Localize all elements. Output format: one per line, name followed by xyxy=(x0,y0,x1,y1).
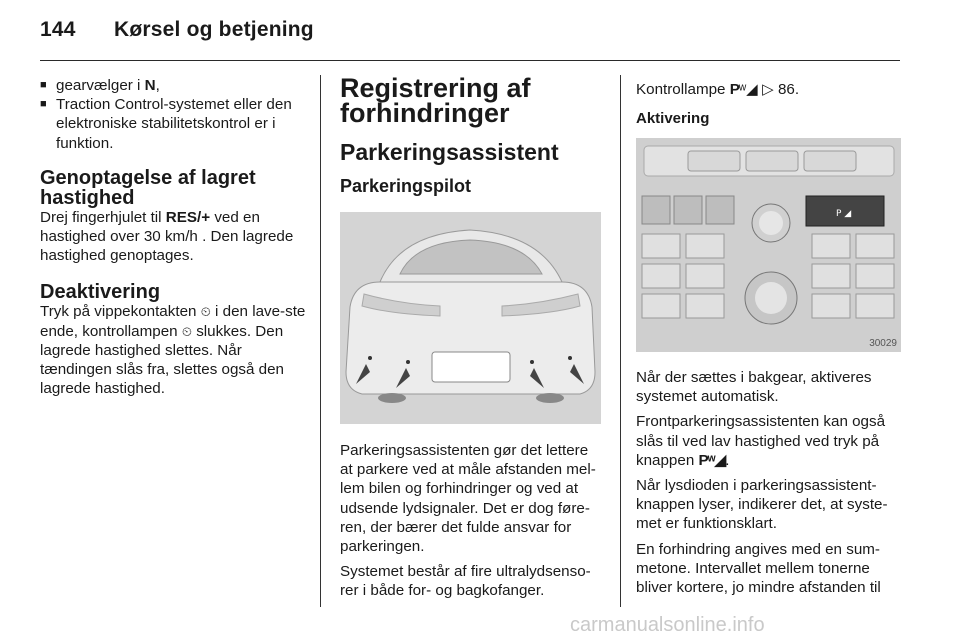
resume-paragraph: Drej fingerhjulet til RES/+ ved en hastighed over 30 km/h . Den lagrede hastighed genoptages. xyxy=(40,208,294,265)
rear-bumper-sensors-figure xyxy=(340,212,601,424)
console-buttons-figure xyxy=(636,138,901,352)
activation-paragraph-3: Når lysdioden i parkeringsassistent-knappen lyser, indikerer det, at syste-met er funktionsklart. xyxy=(636,477,888,533)
page-number: 144 xyxy=(40,18,76,41)
middle-column-text xyxy=(340,441,604,601)
right-column xyxy=(636,80,902,129)
column-divider-2 xyxy=(620,75,621,607)
cruise-control-icon: ⏲ xyxy=(200,304,211,320)
watermark: carmanualsonline.info xyxy=(570,614,765,636)
deactivation-heading: Deaktivering xyxy=(40,281,161,304)
resume-heading: Genoptagelse af lagret hastighed xyxy=(40,166,256,209)
warning-lamp-line: Kontrollampe Pʷ◢ ▷ 86. xyxy=(636,81,800,98)
sub-subsection-heading: Parkeringspilot xyxy=(340,176,472,196)
activation-paragraph-1: Når der sættes i bakgear, aktiveres systemet automatisk. xyxy=(636,369,872,406)
activation-paragraph-4: En forhindring angives med en sum-metone. Intervallet mellem tonerne bliver kortere, jo mindre afstanden til xyxy=(636,540,881,597)
middle-column xyxy=(340,73,604,196)
section-heading: Registrering af forhindringer xyxy=(340,73,531,128)
cruise-control-icon: ⏲ xyxy=(181,323,192,339)
activation-heading: Aktivering xyxy=(636,110,710,128)
parking-assist-icon: Pʷ◢ xyxy=(698,451,726,469)
svg-text:P ◢: P ◢ xyxy=(836,209,852,219)
column-divider-1 xyxy=(320,75,321,607)
activation-paragraph-2: Frontparkeringsassistenten kan også slås til ved lav hastighed ved tryk på knappen Pʷ◢. xyxy=(636,413,886,469)
figure-number: 30029 xyxy=(869,338,897,349)
bullet-item: ■ Traction Control-systemet eller den elektroniske stabilitetskontrol er i funktion. xyxy=(40,95,308,153)
page-header xyxy=(40,18,314,42)
left-column xyxy=(40,76,308,398)
subsection-heading: Parkeringsassistent xyxy=(340,139,559,165)
deactivation-paragraph: Tryk på vippekontakten ⏲ i den lave-ste ende, kontrollampen ⏲ slukkes. Den lagrede hastighed slettes. Når tændingen slås fra, slettes også den lagrede hastighed. xyxy=(40,303,306,398)
sensor-paragraph: Systemet består af fire ultralydsenso-rer i både for- og bagkofanger. xyxy=(340,563,591,600)
bullet-item: ■ gearvælger i N, xyxy=(40,76,308,95)
header-rule xyxy=(40,60,900,61)
right-column-text xyxy=(636,368,902,597)
parking-assist-paragraph: Parkeringsassistenten gør det lettere at parkere ved at måle afstanden mel-lem bilen og forhindringer og ved at udsende lydsignaler. Det er dog føre-ren, der bærer det fulde ansvar for parkeringen. xyxy=(340,442,596,556)
chapter-title: Kørsel og betjening xyxy=(114,18,314,41)
parking-assist-icon: P xyxy=(729,81,739,98)
